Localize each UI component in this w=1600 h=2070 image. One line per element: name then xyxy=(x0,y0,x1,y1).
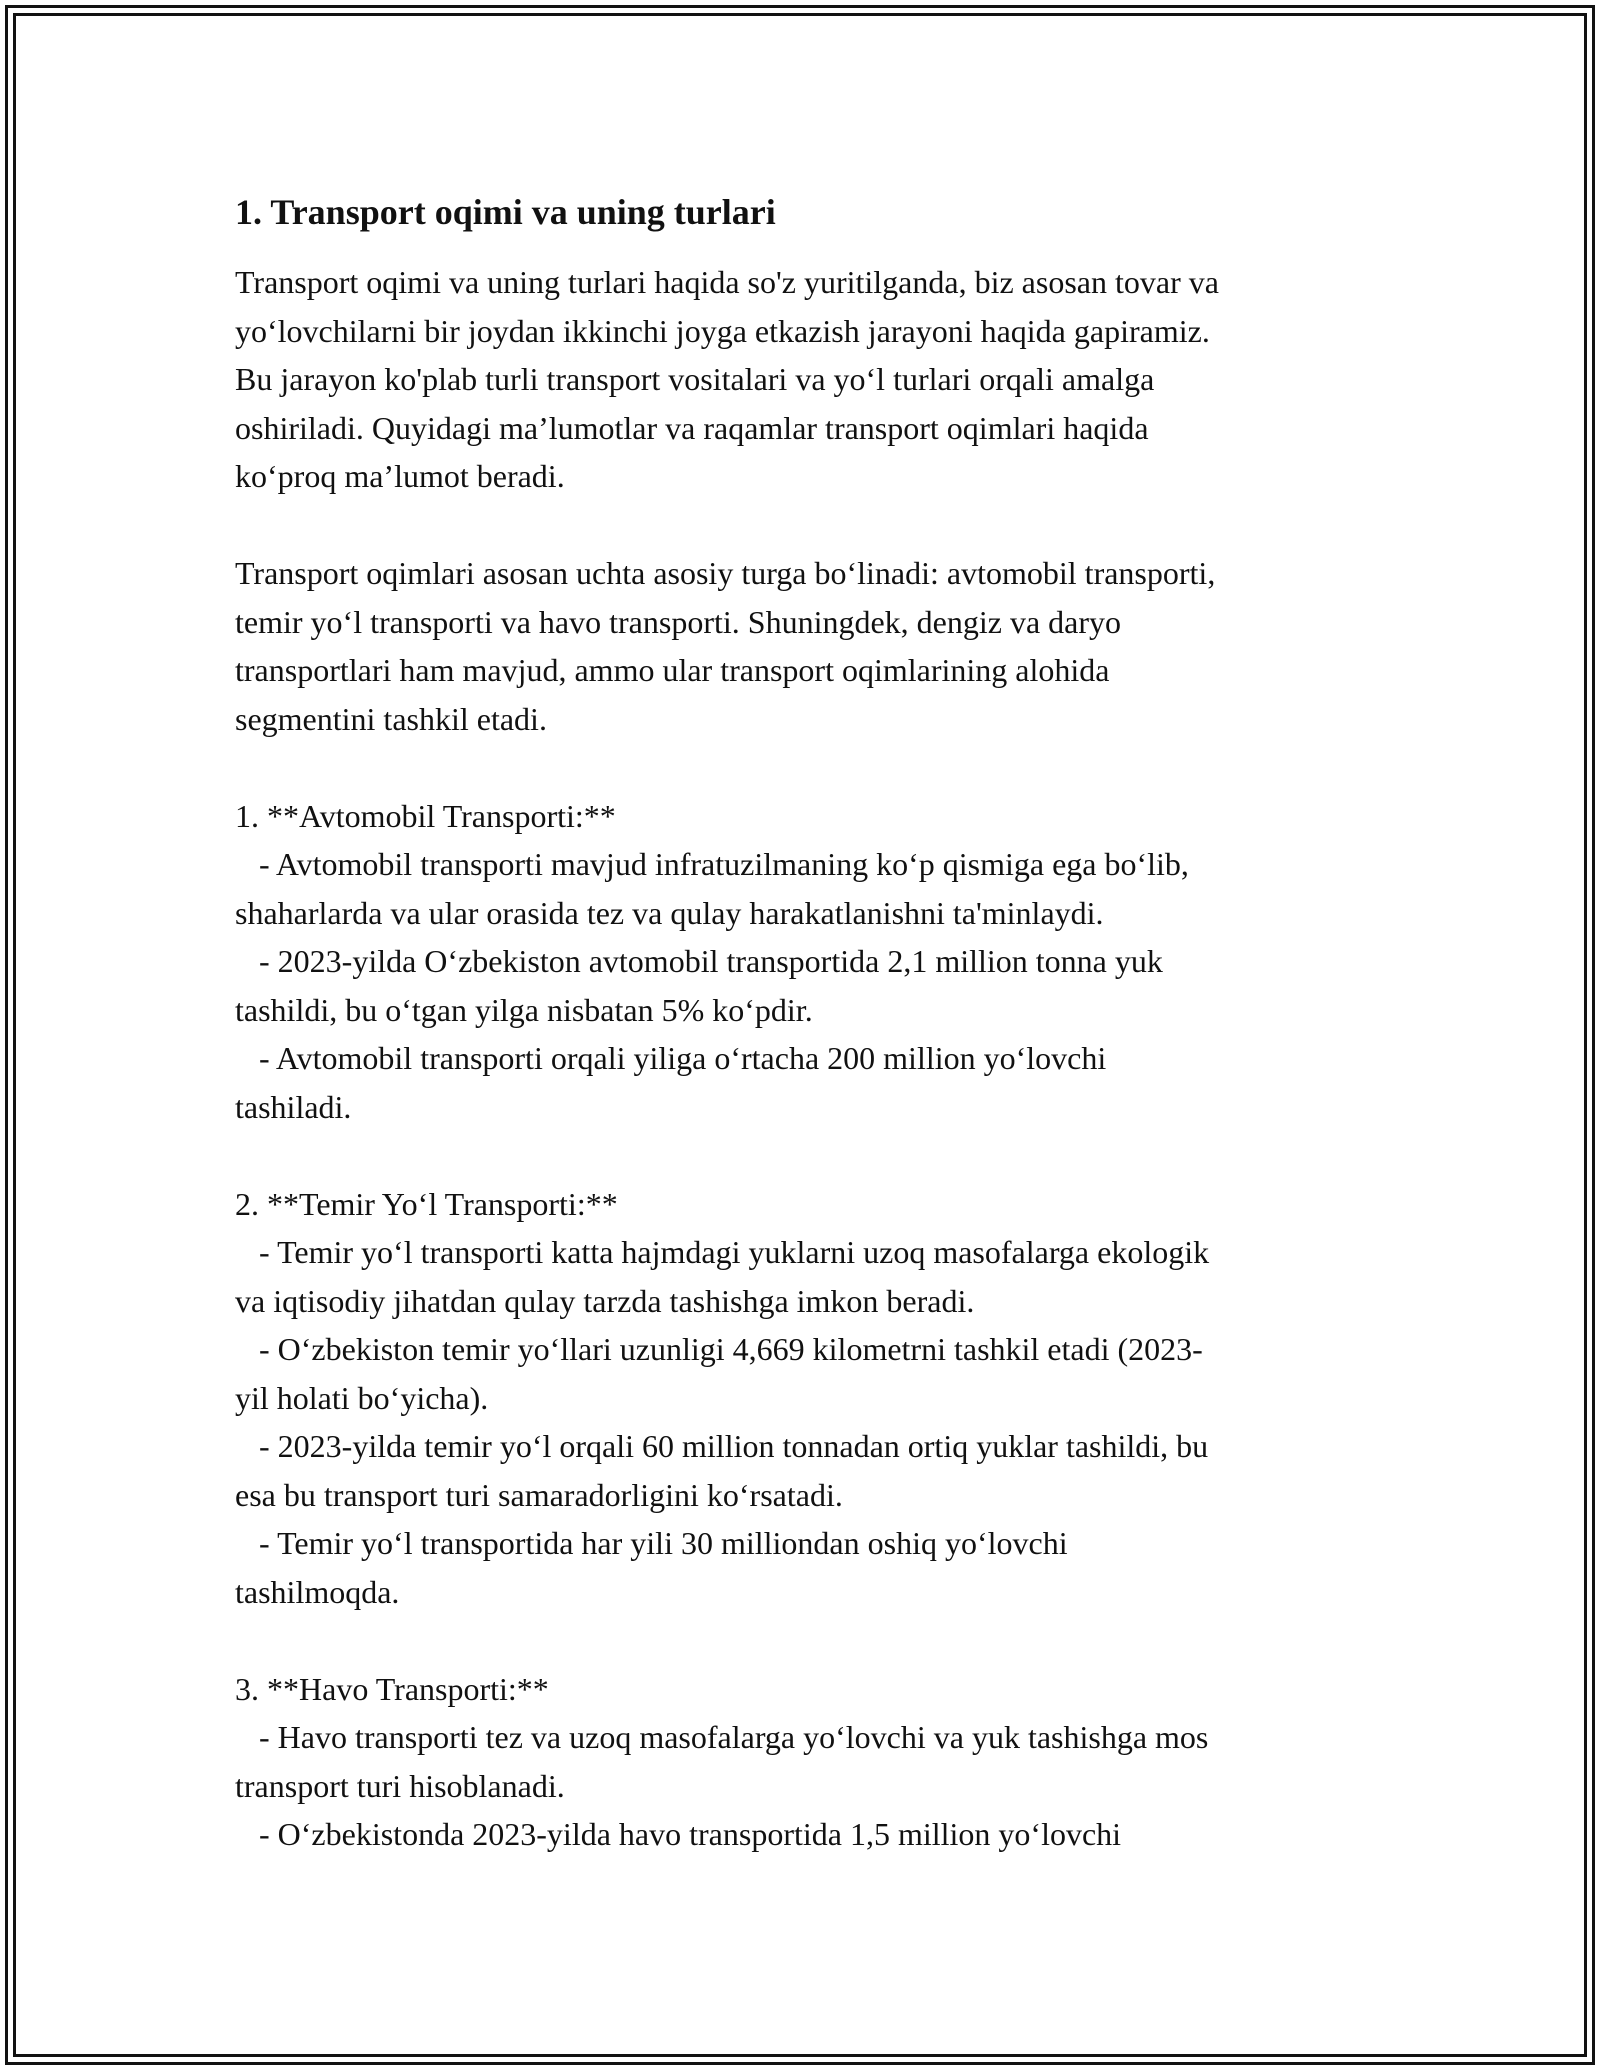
text-line: - Avtomobil transporti mavjud infratuzilmaning ko‘p qismiga ega bo‘lib, xyxy=(235,846,1189,882)
text-line: - O‘zbekiston temir yo‘llari uzunligi 4,669 kilometrni tashkil etadi (2023- xyxy=(235,1331,1203,1367)
paragraph-gap xyxy=(235,501,1385,550)
text-line: transport turi hisoblanadi. xyxy=(235,1767,565,1804)
paragraph-gap xyxy=(235,1616,1385,1665)
section-heading: 3. **Havo Transporti:** xyxy=(235,1670,549,1707)
text-line: oshiriladi. Quyidagi ma’lumotlar va raqamlar transport oqimlari haqida xyxy=(235,409,1149,446)
document-body xyxy=(235,188,1385,1859)
text-line: tashildi, bu o‘tgan yilga nisbatan 5% ko‘pdir. xyxy=(235,991,813,1028)
paragraph-gap xyxy=(235,743,1385,792)
document-title: 1. Transport oqimi va uning turlari xyxy=(235,192,776,232)
text-line: esa bu transport turi samaradorligini ko‘rsatadi. xyxy=(235,1476,843,1513)
section-air-transport xyxy=(235,1665,1385,1859)
section-road-transport xyxy=(235,792,1385,1132)
text-line: yo‘lovchilarni bir joydan ikkinchi joyga etkazish jarayoni haqida gapiramiz. xyxy=(235,312,1210,349)
text-line: shaharlarda va ular orasida tez va qulay harakatlanishni ta'minlaydi. xyxy=(235,894,1104,931)
text-line: - Temir yo‘l transporti katta hajmdagi yuklarni uzoq masofalarga ekologik xyxy=(235,1234,1210,1270)
text-line: ko‘proq ma’lumot beradi. xyxy=(235,458,565,494)
paragraph-gap xyxy=(235,1131,1385,1180)
section-heading: 1. **Avtomobil Transporti:** xyxy=(235,797,616,834)
text-line: va iqtisodiy jihatdan qulay tarzda tashishga imkon beradi. xyxy=(235,1282,975,1319)
intro-paragraph xyxy=(235,258,1385,501)
text-line: Transport oqimi va uning turlari haqida so'z yuritilganda, biz asosan tovar va xyxy=(235,264,1219,300)
text-line: - Temir yo‘l transportida har yili 30 milliondan oshiq yo‘lovchi xyxy=(235,1525,1068,1561)
text-line: segmentini tashkil etadi. xyxy=(235,700,547,737)
text-line: transportlari ham mavjud, ammo ular transport oqimlarining alohida xyxy=(235,652,1110,688)
text-line: - 2023-yilda temir yo‘l orqali 60 million tonnadan ortiq yuklar tashildi, bu xyxy=(235,1428,1209,1464)
section-rail-transport xyxy=(235,1180,1385,1617)
text-line: Transport oqimlari asosan uchta asosiy turga bo‘linadi: avtomobil transporti, xyxy=(235,555,1216,591)
overview-paragraph xyxy=(235,549,1385,743)
text-line: tashiladi. xyxy=(235,1088,352,1125)
section-heading: 2. **Temir Yo‘l Transporti:** xyxy=(235,1185,618,1222)
text-line: temir yo‘l transporti va havo transporti. Shuningdek, dengiz va daryo xyxy=(235,603,1122,640)
text-line: - Avtomobil transporti orqali yiliga o‘rtacha 200 million yo‘lovchi xyxy=(235,1040,1107,1076)
text-line: Bu jarayon ko'plab turli transport vositalari va yo‘l turlari orqali amalga xyxy=(235,361,1155,397)
text-line: - 2023-yilda O‘zbekiston avtomobil transportida 2,1 million tonna yuk xyxy=(235,943,1163,979)
text-line: - Havo transporti tez va uzoq masofalarga yo‘lovchi va yuk tashishga mos xyxy=(235,1719,1209,1755)
text-line: tashilmoqda. xyxy=(235,1573,400,1610)
text-line: - O‘zbekistonda 2023-yilda havo transportida 1,5 million yo‘lovchi xyxy=(235,1816,1122,1852)
text-line: yil holati bo‘yicha). xyxy=(235,1379,489,1416)
